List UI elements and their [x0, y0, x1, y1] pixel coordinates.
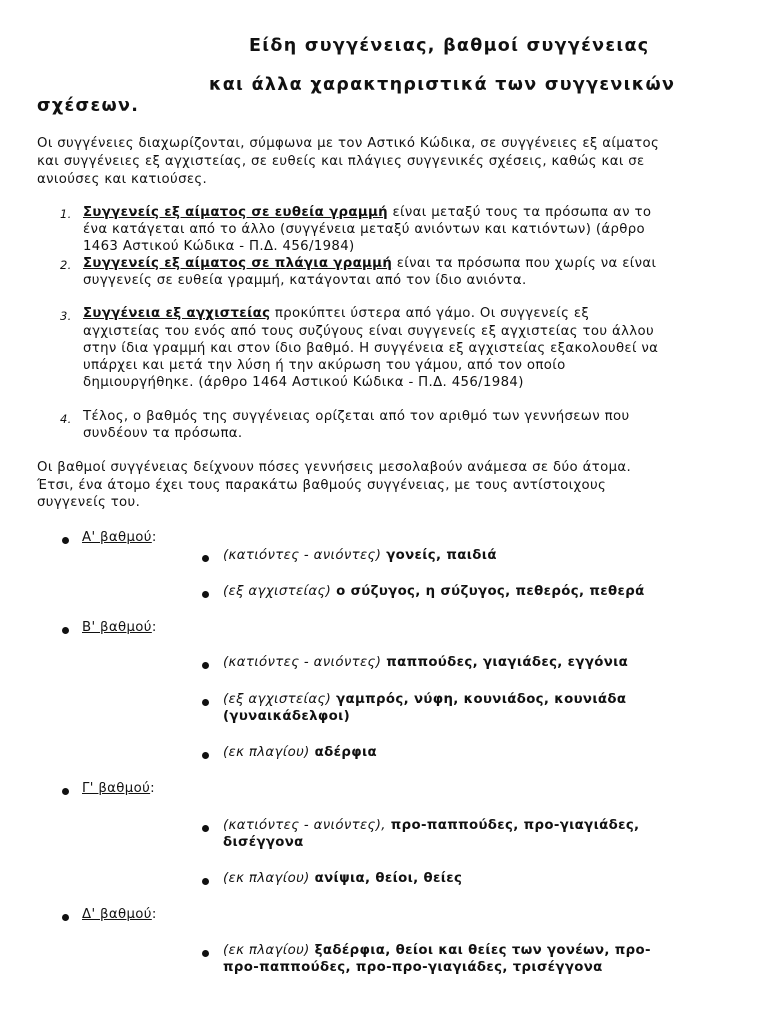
- degree-d-label: Δ' βαθμού: [82, 907, 152, 922]
- relatives-text: ο σύζυγος, η σύζυγος, πεθερός, πεθερά: [331, 584, 645, 599]
- title-line-1: Είδη συγγένειας, βαθμοί συγγένειας: [249, 36, 650, 56]
- list-item-2-line-2: συγγενείς σε ευθεία γραμμή, κατάγονται από τον ίδιο ανιόντα.: [83, 273, 527, 288]
- relatives-text: ξαδέρφια, θείοι και θείες των γονέων, προ-: [309, 943, 651, 958]
- intro-line-2: και συγγένειες εξ αγχιστείας, σε ευθείς και πλάγιες συγγενικές σχέσεις, καθώς και σε: [37, 154, 645, 169]
- relatives-text: αδέρφια: [309, 745, 378, 760]
- degree-b-label: Β' βαθμού: [82, 620, 152, 635]
- relatives-text: προ-παππούδες, προ-γιαγιάδες,: [385, 818, 640, 833]
- category-label: (εκ πλαγίου): [223, 871, 310, 886]
- degree-c-item-1-line-2: δισέγγονα: [223, 835, 304, 850]
- list-item-1-rest: είναι μεταξύ τους τα πρόσωπα αν το: [387, 205, 652, 220]
- degrees-intro-line-3: συγγενείς του.: [37, 495, 141, 510]
- degree-b-heading: [82, 620, 157, 635]
- sub-bullet: [202, 950, 209, 957]
- list-item-2-line-1: [83, 256, 656, 271]
- degree-c-colon: :: [150, 781, 155, 796]
- degree-b-item-2-line-2: (γυναικάδελφοι): [223, 709, 351, 724]
- list-item-4-line-1: Τέλος, ο βαθμός της συγγένειας ορίζεται από τον αριθμό των γεννήσεων που: [83, 409, 630, 424]
- term-blood-direct: Συγγενείς εξ αίματος σε ευθεία γραμμή: [83, 205, 388, 220]
- list-number-2: 2.: [60, 258, 72, 272]
- degree-a-heading: [82, 530, 157, 545]
- category-label: (κατιόντες - ανιόντες): [223, 548, 382, 563]
- relatives-text: γονείς, παιδιά: [381, 548, 497, 563]
- list-item-3-rest: προκύπτει ύστερα από γάμο. Οι συγγενείς εξ: [270, 306, 590, 321]
- sub-bullet: [202, 662, 209, 669]
- degree-d-colon: :: [151, 907, 157, 922]
- degree-d-heading: [82, 907, 157, 922]
- list-item-3-line-5: δημιουργήθηκε. (άρθρο 1464 Αστικού Κώδικα - Π.Δ. 456/1984): [83, 375, 524, 390]
- sub-bullet: [202, 555, 209, 562]
- list-item-3-line-2: αγχιστείας του ενός από τους συζύγους είναι συγγενείς εξ αγχιστείας του άλλου: [83, 324, 655, 339]
- list-item-1-line-3: 1463 Αστικού Κώδικα - Π.Δ. 456/1984): [83, 239, 355, 254]
- category-label: (εξ αγχιστείας): [223, 692, 332, 707]
- degree-c-item-1-line-1: [223, 818, 639, 833]
- degree-d-item-1-line-2: προ-παππούδες, προ-προ-γιαγιάδες, τρισέγγονα: [223, 960, 603, 975]
- title-line-3: σχέσεων.: [37, 96, 140, 116]
- degree-d-item-1-line-1: [223, 943, 651, 958]
- list-number-4: 4.: [60, 412, 72, 426]
- category-label: (εκ πλαγίου): [223, 745, 310, 760]
- list-item-2-rest: είναι τα πρόσωπα που χωρίς να είναι: [392, 256, 657, 271]
- degree-b-item-2-line-1: [223, 692, 626, 707]
- sub-bullet: [202, 752, 209, 759]
- intro-line-3: ανιούσες και κατιούσες.: [37, 172, 208, 187]
- list-item-3-line-4: υπάρχει και μετά την λύση ή την ακύρωση του γάμου, από τον οποίο: [83, 358, 566, 373]
- list-number-3: 3.: [60, 309, 72, 323]
- list-item-4-line-2: συνδέουν τα πρόσωπα.: [83, 426, 243, 441]
- degree-c-item-2: [223, 871, 462, 886]
- relatives-text: παππούδες, γιαγιάδες, εγγόνια: [381, 655, 629, 670]
- degrees-intro-line-1: Οι βαθμοί συγγένειας δείχνουν πόσες γεννήσεις μεσολαβούν ανάμεσα σε δύο άτομα.: [37, 460, 632, 475]
- degree-b-colon: :: [151, 620, 157, 635]
- degree-a-item-2: [223, 584, 645, 599]
- intro-line-1: Οι συγγένειες διαχωρίζονται, σύμφωνα με τον Αστικό Κώδικα, σε συγγένειες εξ αίματος: [37, 136, 660, 151]
- list-item-1-line-1: [83, 205, 651, 220]
- term-affinity: Συγγένεια εξ αγχιστείας: [83, 306, 271, 321]
- sub-bullet: [202, 591, 209, 598]
- bullet-degree-b: [62, 627, 69, 634]
- degree-a-colon: :: [151, 530, 157, 545]
- degree-a-item-1: [223, 548, 497, 563]
- degree-b-item-1: [223, 655, 628, 670]
- bullet-degree-c: [62, 788, 69, 795]
- degree-c-label: Γ' βαθμού: [82, 781, 151, 796]
- bullet-degree-d: [62, 914, 69, 921]
- degree-c-heading: [82, 781, 155, 796]
- bullet-degree-a: [62, 537, 69, 544]
- degrees-intro-line-2: Έτσι, ένα άτομο έχει τους παρακάτω βαθμούς συγγένειας, με τους αντίστοιχους: [37, 478, 607, 493]
- term-blood-lateral: Συγγενείς εξ αίματος σε πλάγια γραμμή: [83, 256, 393, 271]
- list-number-1: 1.: [60, 207, 72, 221]
- degree-b-item-3: [223, 745, 377, 760]
- relatives-text: ανίψια, θείοι, θείες: [309, 871, 463, 886]
- degree-a-label: Α' βαθμού: [82, 530, 152, 545]
- list-item-3-line-1: [83, 306, 589, 321]
- sub-bullet: [202, 825, 209, 832]
- category-label: (κατιόντες - ανιόντες): [223, 655, 382, 670]
- title-line-2: και άλλα χαρακτηριστικά των συγγενικών: [209, 75, 676, 95]
- sub-bullet: [202, 699, 209, 706]
- category-label: (εξ αγχιστείας): [223, 584, 332, 599]
- category-label: (εκ πλαγίου): [223, 943, 310, 958]
- category-label: (κατιόντες - ανιόντες),: [223, 818, 386, 833]
- relatives-text: γαμπρός, νύφη, κουνιάδος, κουνιάδα: [331, 692, 627, 707]
- list-item-3-line-3: στην ίδια γραμμή και στον ίδιο βαθμό. Η συγγένεια εξ αγχιστείας εξακολουθεί να: [83, 341, 659, 356]
- sub-bullet: [202, 878, 209, 885]
- list-item-1-line-2: ένα κατάγεται από το άλλο (συγγένεια μεταξύ ανιόντων και κατιόντων) (άρθρο: [83, 222, 646, 237]
